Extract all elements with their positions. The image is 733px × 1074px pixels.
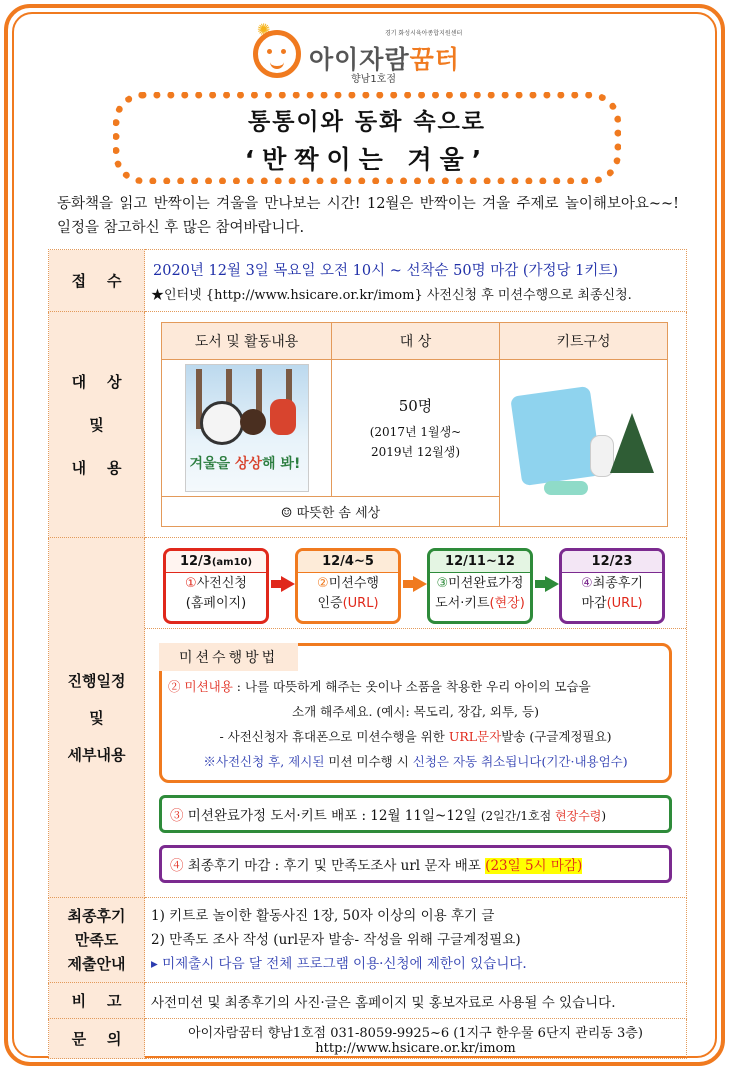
step-date: 12/4~5 xyxy=(298,551,398,573)
intro-text: 동화책을 읽고 반짝이는 겨울을 만나보는 시간! 12월은 반짝이는 겨울 주제로 놀이해보아요~~! 일정을 참고하신 후 많은 참여바랍니다. xyxy=(57,196,679,236)
book-caption: ☺ 따뜻한 솜 세상 xyxy=(162,497,500,527)
step-label-1: ③미션완료가정 xyxy=(436,576,524,591)
review-content xyxy=(145,898,687,983)
title-line1: 통통이와 동화 속으로 xyxy=(248,109,486,135)
target-count: 50명 xyxy=(398,396,433,415)
step-label-1: ①사전신청 xyxy=(185,576,247,591)
mission-line-4: ※사전신청 후, 제시된 미션 미수행 시 신청은 자동 취소됩니다(기간·내용엄수) xyxy=(203,754,628,769)
step-date: 12/23 xyxy=(562,551,662,573)
mission-line-2: 소개 해주세요. (예시: 목도리, 장갑, 외투, 등) xyxy=(292,704,539,719)
step-box-3 xyxy=(427,548,533,624)
contact-line-2: http://www.hsicare.or.kr/imom xyxy=(315,1040,516,1056)
smiley-face-icon xyxy=(253,30,301,78)
step-label-2: 마감(URL) xyxy=(581,596,643,611)
schedule-label-1: 진행일정 xyxy=(67,672,126,690)
step-label-2: (홈페이지) xyxy=(185,596,247,611)
logo-org: 경기 화성시육아종합지원센터 xyxy=(385,30,463,37)
step-date: 12/11~12 xyxy=(430,551,530,573)
step-box-2 xyxy=(295,548,401,624)
logo xyxy=(253,20,503,90)
contact-line-1: 아이자람꿈터 향남1호점 031-8059-9925~6 (1지구 한우물 6단지 관리동 3층) xyxy=(188,1025,643,1041)
note-text: 사전미션 및 최종후기의 사진·글은 홈페이지 및 홍보자료로 사용될 수 있습니다. xyxy=(145,983,687,1019)
step-label-2: 도서·키트(현장) xyxy=(435,596,525,611)
review-label xyxy=(49,898,145,983)
review-row xyxy=(49,898,687,983)
schedule-label-2: 및 xyxy=(89,709,104,727)
target-content xyxy=(145,312,687,538)
contact-row xyxy=(49,1019,687,1059)
contact-content xyxy=(145,1019,687,1059)
step-date-row xyxy=(166,551,266,573)
review-label-2: 만족도 xyxy=(74,931,119,949)
target-label-3: 내 용 xyxy=(71,459,122,477)
mission-box xyxy=(159,643,672,783)
book-cover-image xyxy=(185,364,309,492)
step-box-4 xyxy=(559,548,665,624)
mission-line-1: ② 미션내용 : 나를 따뜻하게 해주는 옷이나 소품을 착용한 우리 아이의 모습을 xyxy=(168,679,591,694)
distribution-box: ③ 미션완료가정 도서·키트 배포 : 12월 11일~12일 (2일간/1호점 현장수령) xyxy=(159,795,672,833)
mission-line-3: - 사전신청자 휴대폰으로 미션수행을 위한 URL문자발송 (구글계정필요) xyxy=(219,729,612,744)
step-box-1 xyxy=(163,548,269,624)
steps-flow xyxy=(145,538,686,628)
col-target: 대 상 xyxy=(332,323,500,360)
note-label: 비 고 xyxy=(49,983,145,1019)
schedule-content xyxy=(145,538,687,898)
logo-branch: 향남1호점 xyxy=(351,74,397,85)
schedule-label-3: 세부내용 xyxy=(67,746,126,764)
target-range-2: 2019년 12월생) xyxy=(370,444,461,459)
contact-label: 문 의 xyxy=(49,1019,145,1059)
target-row xyxy=(49,312,687,538)
target-label-2: 및 xyxy=(89,416,104,434)
review-line-3: ▸ 미제출시 다음 달 전체 프로그램 이용·신청에 제한이 있습니다. xyxy=(151,956,527,972)
reception-line2: ★인터넷 {http://www.hsicare.or.kr/imom} 사전신청 후 미션수행으로 최종신청. xyxy=(151,287,632,303)
schedule-row xyxy=(49,538,687,898)
sun-icon: ✺ xyxy=(257,20,271,39)
kit-image-cell xyxy=(500,360,668,527)
mission-title: 미션수행방법 xyxy=(159,643,298,671)
col-kit: 키트구성 xyxy=(500,323,668,360)
kit-image xyxy=(510,373,658,513)
note-row xyxy=(49,983,687,1019)
title-line2: ‘반짝이는 겨울’ xyxy=(244,145,490,174)
logo-name-a: 아이자람 xyxy=(309,45,410,74)
step-label-1: ②미션수행 xyxy=(317,576,379,591)
target-label xyxy=(49,312,145,538)
arrow-icon xyxy=(413,576,427,592)
arrow-icon xyxy=(545,576,559,592)
reception-line1: 2020년 12월 3일 목요일 오전 10시 ~ 선착순 50명 마감 (가정당 1키트) xyxy=(153,262,619,279)
review-line-1: 1) 키트로 놀이한 활동사진 1장, 50자 이상의 이용 후기 글 xyxy=(151,908,495,924)
reception-content xyxy=(145,250,687,312)
final-review-box: ④ 최종후기 마감 : 후기 및 만족도조사 url 문자 배포 (23일 5시 마감) xyxy=(159,845,672,883)
step-label-1: ④최종후기 xyxy=(581,576,643,591)
review-line-2: 2) 만족도 조사 작성 (url문자 발송- 작성을 위해 구글계정필요) xyxy=(151,932,521,948)
target-range-1: (2017년 1월생~ xyxy=(369,424,462,439)
target-info xyxy=(332,360,500,497)
step-label-2: 인증(URL) xyxy=(317,596,379,611)
reception-row xyxy=(49,250,687,312)
title-box xyxy=(113,92,621,184)
info-table xyxy=(48,249,687,1059)
arrow-icon xyxy=(281,576,295,592)
target-label-1: 대 상 xyxy=(71,373,122,391)
review-label-3: 제출안내 xyxy=(67,955,126,973)
col-book: 도서 및 활동내용 xyxy=(162,323,332,360)
step-date-main: 12/3 xyxy=(179,554,212,569)
book-cover-title: 겨울을 상상해 봐! xyxy=(189,456,301,472)
logo-name-b: 꿈터 xyxy=(409,45,460,74)
reception-label: 접 수 xyxy=(49,250,145,312)
book-cover-cell xyxy=(162,360,332,497)
target-table xyxy=(161,322,668,527)
review-label-1: 최종후기 xyxy=(67,907,126,925)
schedule-label xyxy=(49,538,145,898)
step-date-small: (am10) xyxy=(211,557,253,568)
